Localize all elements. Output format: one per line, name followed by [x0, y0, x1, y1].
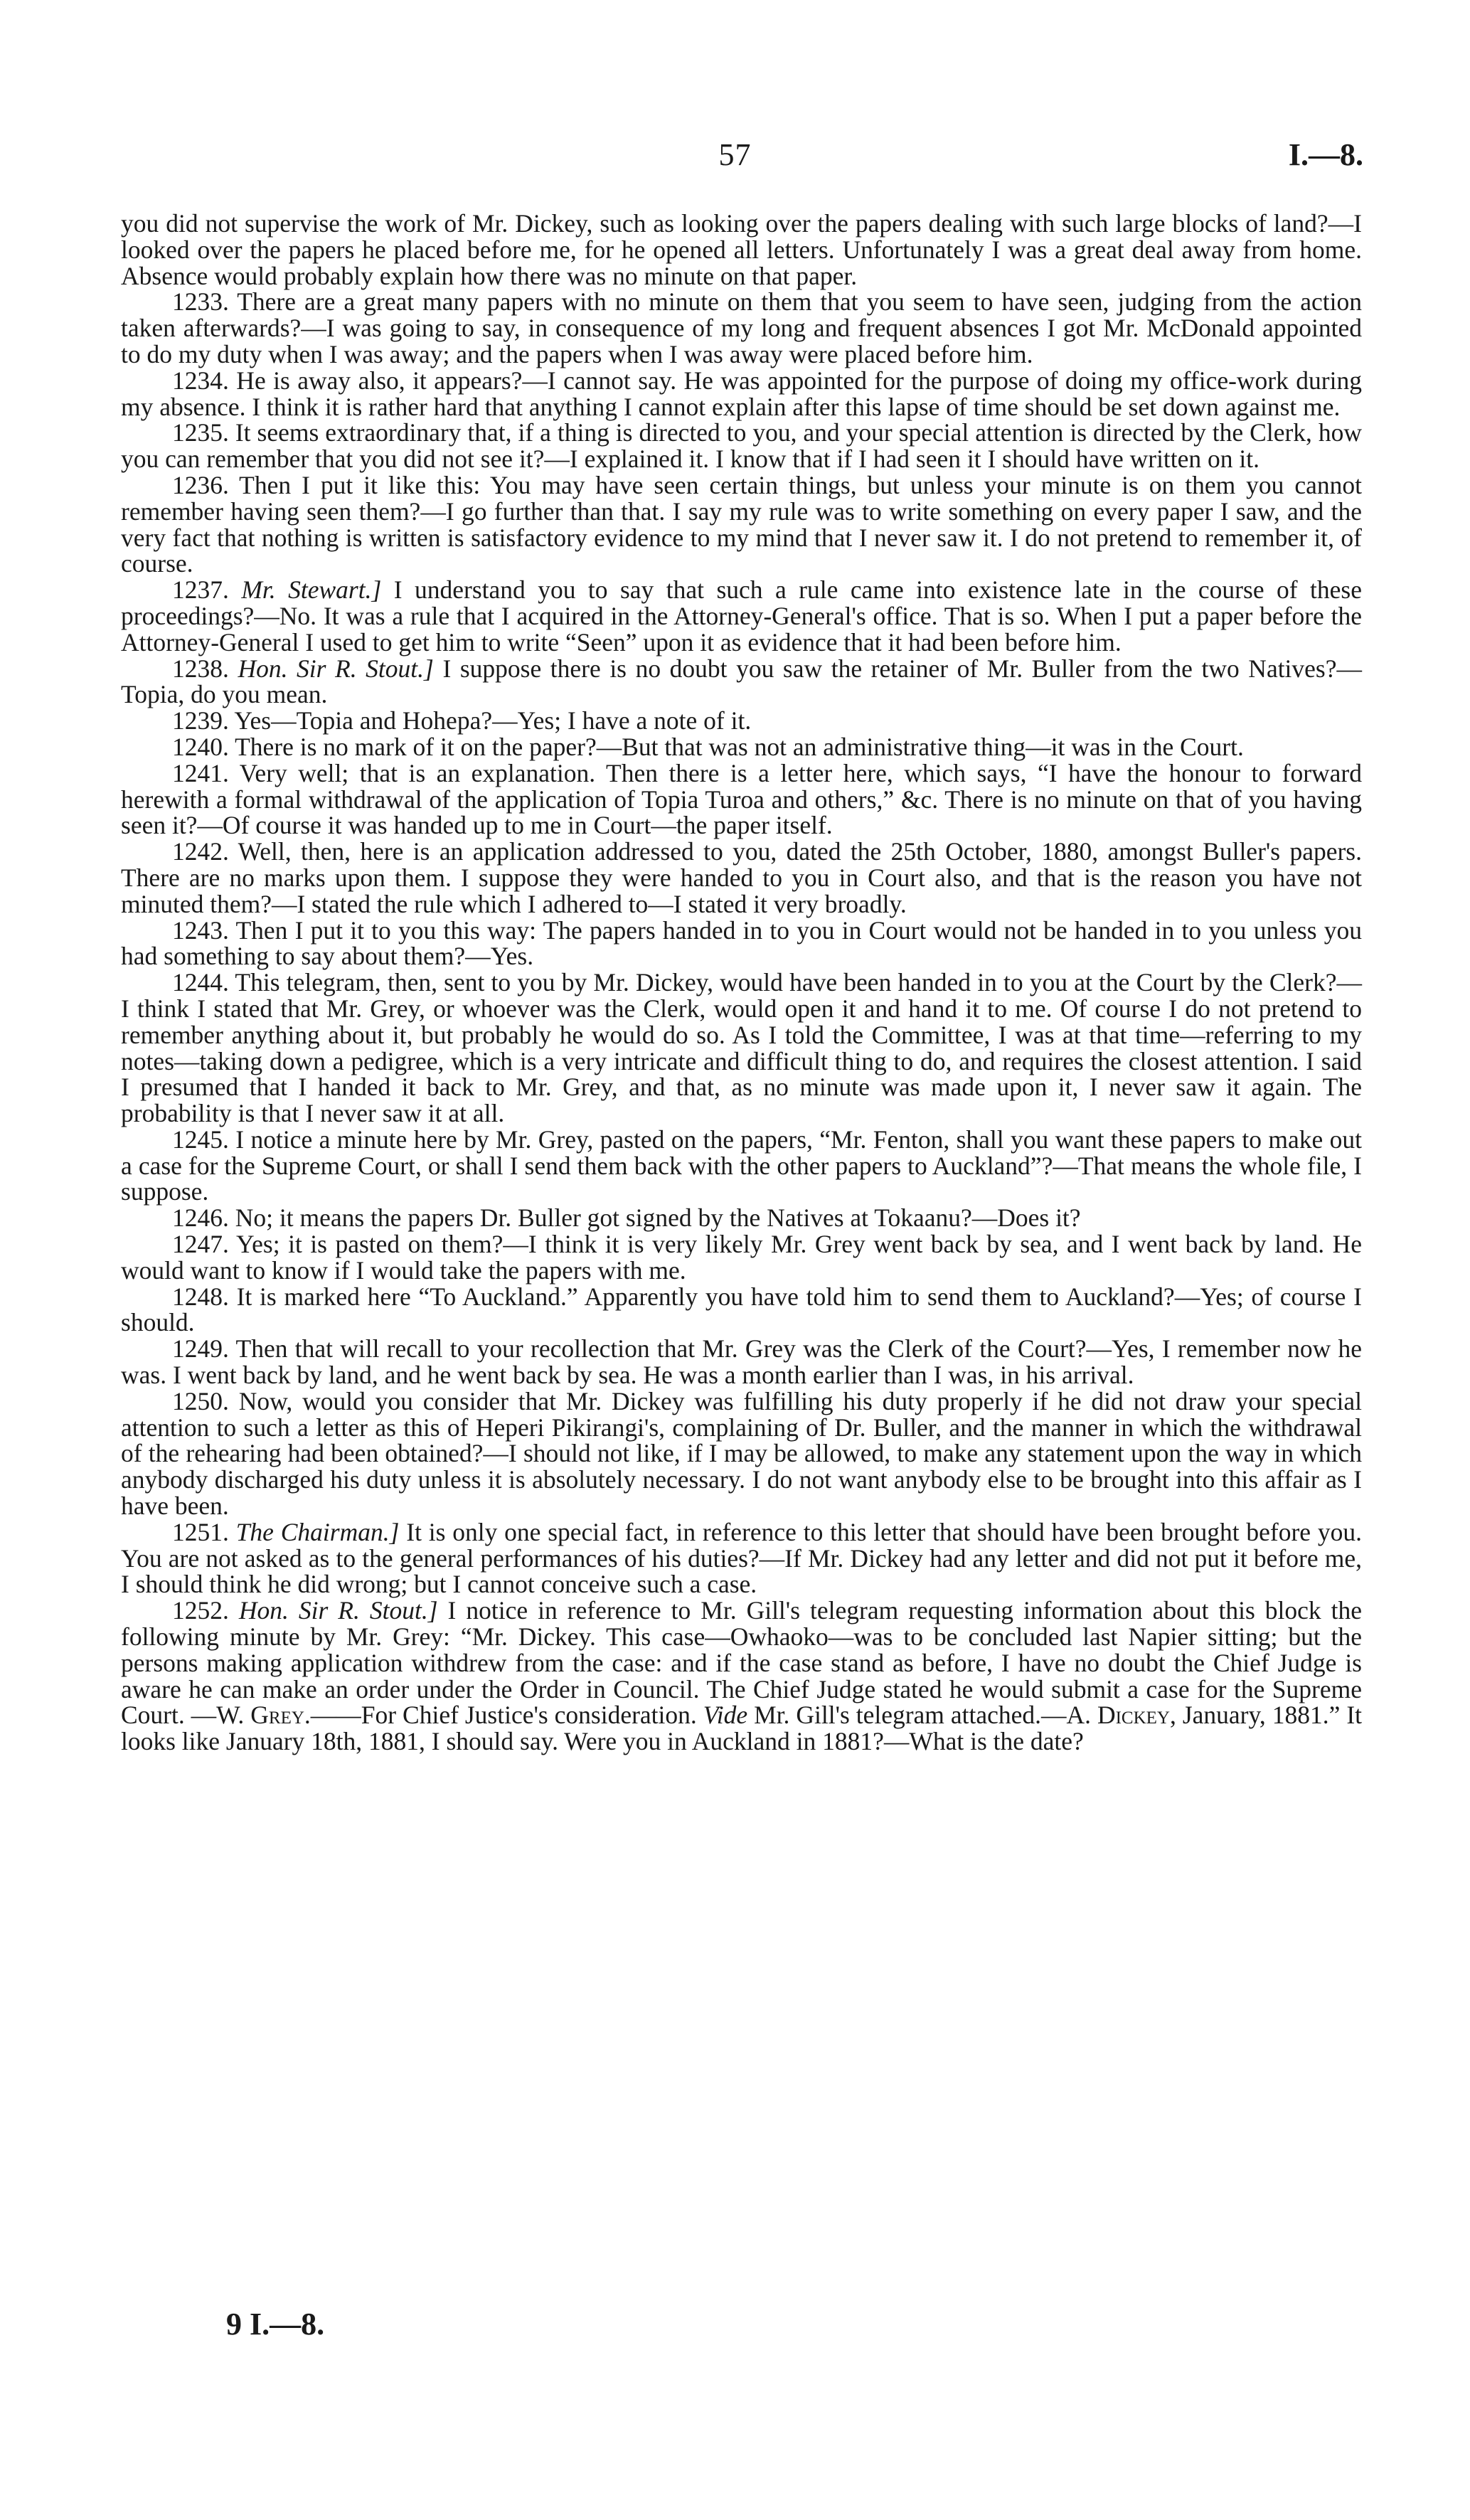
speaker: The Chairman.] [235, 1517, 400, 1546]
paragraph-text: , January, 1881.” It looks like January 18th, 1881, I should say. Were you in Auckland in 1881?—What is the date? [121, 1701, 1363, 1756]
paragraph: 1247. Yes; it is pasted on them?—I think it is very likely Mr. Grey went back by sea, and I went back by land. He would want to know if I would take the papers with me. [121, 1230, 1362, 1285]
paragraph [121, 656, 1362, 708]
signatory-grey: Grey [250, 1701, 304, 1730]
paragraph-text: I suppose there is no doubt you saw the retainer of Mr. Buller from the two Natives?—Topia, do you mean. [121, 654, 1362, 709]
paragraph: 1249. Then that will recall to your recollection that Mr. Grey was the Clerk of the Court?—Yes, I remember now he was. I went back by land, and he went back by sea. He was a month earlier than I was, in his arrival. [121, 1334, 1362, 1390]
paragraph: 1236. Then I put it like this: You may have seen certain things, but unless your minute is on them you cannot remember having seen them?—I go further than that. I say my rule was to write something on every paper I saw, and the very fact that nothing is written is satisfactory evidence to my mind that I never saw it. I do not pretend to remember it, of course. [121, 470, 1362, 578]
paragraph: 1235. It seems extraordinary that, if a thing is directed to you, and your special attention is directed by the Clerk, how you can remember that you did not see it?—I explained it. I know that if I had seen it I should have written on it. [121, 418, 1362, 474]
question-number: 1237. [172, 575, 229, 605]
speaker: Hon. Sir R. Stout.] [238, 654, 434, 683]
paragraph: you did not supervise the work of Mr. Dickey, such as looking over the papers dealing with such large blocks of land?—I looked over the papers he placed before me, for he opened all letters. Unfortunately I was a great deal away from home. Absence would probably explain how there was no minute on that paper. [121, 209, 1362, 290]
document-reference: I.—8. [1288, 137, 1363, 172]
paragraph-text: I understand you to say that such a rule came into existence late in the course of these proceedings?—No. It was a rule that I acquired in the Attorney-General's office. That is so. When I put a paper before the Attorney-General I used to get him to write “Seen” upon it as evidence that it had been before him. [121, 575, 1362, 656]
paragraph: 1233. There are a great many papers with no minute on them that you seem to have seen, judging from the action taken afterwards?—I was going to say, in consequence of my long and frequent absences I got Mr. McDonald appointed to do my duty when I was away; and the papers when I was away were placed before him. [121, 287, 1362, 368]
paragraph-text: .——For Chief Justice's consideration. [304, 1701, 697, 1730]
vide-word: Vide [703, 1701, 748, 1730]
question-number: 1251. [172, 1517, 229, 1546]
paragraph: 1243. Then I put it to you this way: The papers handed in to you in Court would not be handed in to you unless you had something to say about them?—Yes. [121, 915, 1362, 971]
paragraph: 1234. He is away also, it appears?—I cannot say. He was appointed for the purpose of doing my office-work during my absence. I think it is rather hard that anything I cannot explain after this lapse of time should be set down against me. [121, 366, 1362, 421]
paragraph [121, 1519, 1362, 1597]
paragraph: 1245. I notice a minute here by Mr. Grey, pasted on the papers, “Mr. Fenton, shall you want these papers to make out a case for the Supreme Court, or shall I send them back with the other papers to Auckland”?—That means the whole file, I suppose. [121, 1125, 1362, 1206]
paragraph: 1241. Very well; that is an explanation. Then there is a letter here, which says, “I have the honour to forward herewith a formal withdrawal of the application of Topia Turoa and others,” &c. There is no minute on that of you having seen it?—Of course it was handed up to me in Court—the paper itself. [121, 758, 1362, 840]
paragraph: 1248. It is marked here “To Auckland.” Apparently you have told him to send them to Auckland?—Yes; of course I should. [121, 1282, 1362, 1337]
signature-mark: 9 I.—8. [226, 2307, 325, 2341]
speaker: Hon. Sir R. Stout.] [238, 1596, 438, 1625]
paragraph: 1246. No; it means the papers Dr. Buller got signed by the Natives at Tokaanu?—Does it? [172, 1203, 1081, 1233]
paragraph: 1250. Now, would you consider that Mr. Dickey was fulfilling his duty properly if he did not draw your special attention to such a letter as this of Heperi Pikirangi's, complaining of Dr. Buller, and the manner in which the withdrawal of the rehearing had been obtained?—I should not like, if I may be allowed, to make any statement upon the way in which anybody discharged his duty unless it is absolutely necessary. I do not want anybody else to be brought into this affair as I have been. [121, 1386, 1362, 1521]
signatory-dickey: Dickey [1097, 1701, 1170, 1730]
paragraph: 1244. This telegram, then, sent to you by Mr. Dickey, would have been handed in to you at the Court by the Clerk?—I think I stated that Mr. Grey, or whoever was the Clerk, would open it and hand it to me. Of course I do not pretend to remember anything about it, but probably he would do so. As I told the Committee, I was at that time—referring to my notes—taking down a pedigree, which is a very intricate and difficult thing to do, and requires the closest attention. I said I presumed that I handed it back to Mr. Grey, and that, as no minute was made upon it, I never saw it again. The probability is that I never saw it at all. [121, 968, 1362, 1128]
paragraph-text: Mr. Gill's telegram attached.—A. [754, 1701, 1092, 1730]
paragraph: 1242. Well, then, here is an application addressed to you, dated the 25th October, 1880, amongst Buller's papers. There are no marks upon them. I suppose they were handed to you in Court also, and that is the reason you have not minuted them?—I stated the rule which I adhered to—I stated it very broadly. [121, 837, 1362, 918]
paragraph [121, 577, 1362, 655]
question-number: 1238. [172, 654, 229, 683]
paragraph-text: I notice in reference to Mr. Gill's telegram requesting information about this block the following minute by Mr. Grey: “Mr. Dickey. This case—Owhaoko—was to be concluded last Napier sitting; but the persons making application withdrew from the case: and if the case stand as before, I have no doubt the Chief Judge is aware he can make an order under the Order in Council. The Chief Judge stated he would submit a case for the Supreme Court. —W. [121, 1596, 1363, 1730]
question-number: 1252. [172, 1596, 229, 1625]
paragraph: 1239. Yes—Topia and Hohepa?—Yes; I have a note of it. [172, 706, 752, 735]
speaker: Mr. Stewart.] [241, 575, 382, 605]
paragraph: 1240. There is no mark of it on the paper?—But that was not an administrative thing—it was in the Court. [172, 732, 1244, 761]
page-number: 57 [718, 137, 752, 172]
body-text [121, 211, 1362, 1755]
paragraph-text: It is only one special fact, in reference to this letter that should have been brought before you. You are not asked as to the general performances of his duties?—If Mr. Dickey had any letter and did not put it before me, I should think he did wrong; but I cannot conceive such a case. [121, 1517, 1362, 1599]
paragraph [121, 1597, 1362, 1755]
